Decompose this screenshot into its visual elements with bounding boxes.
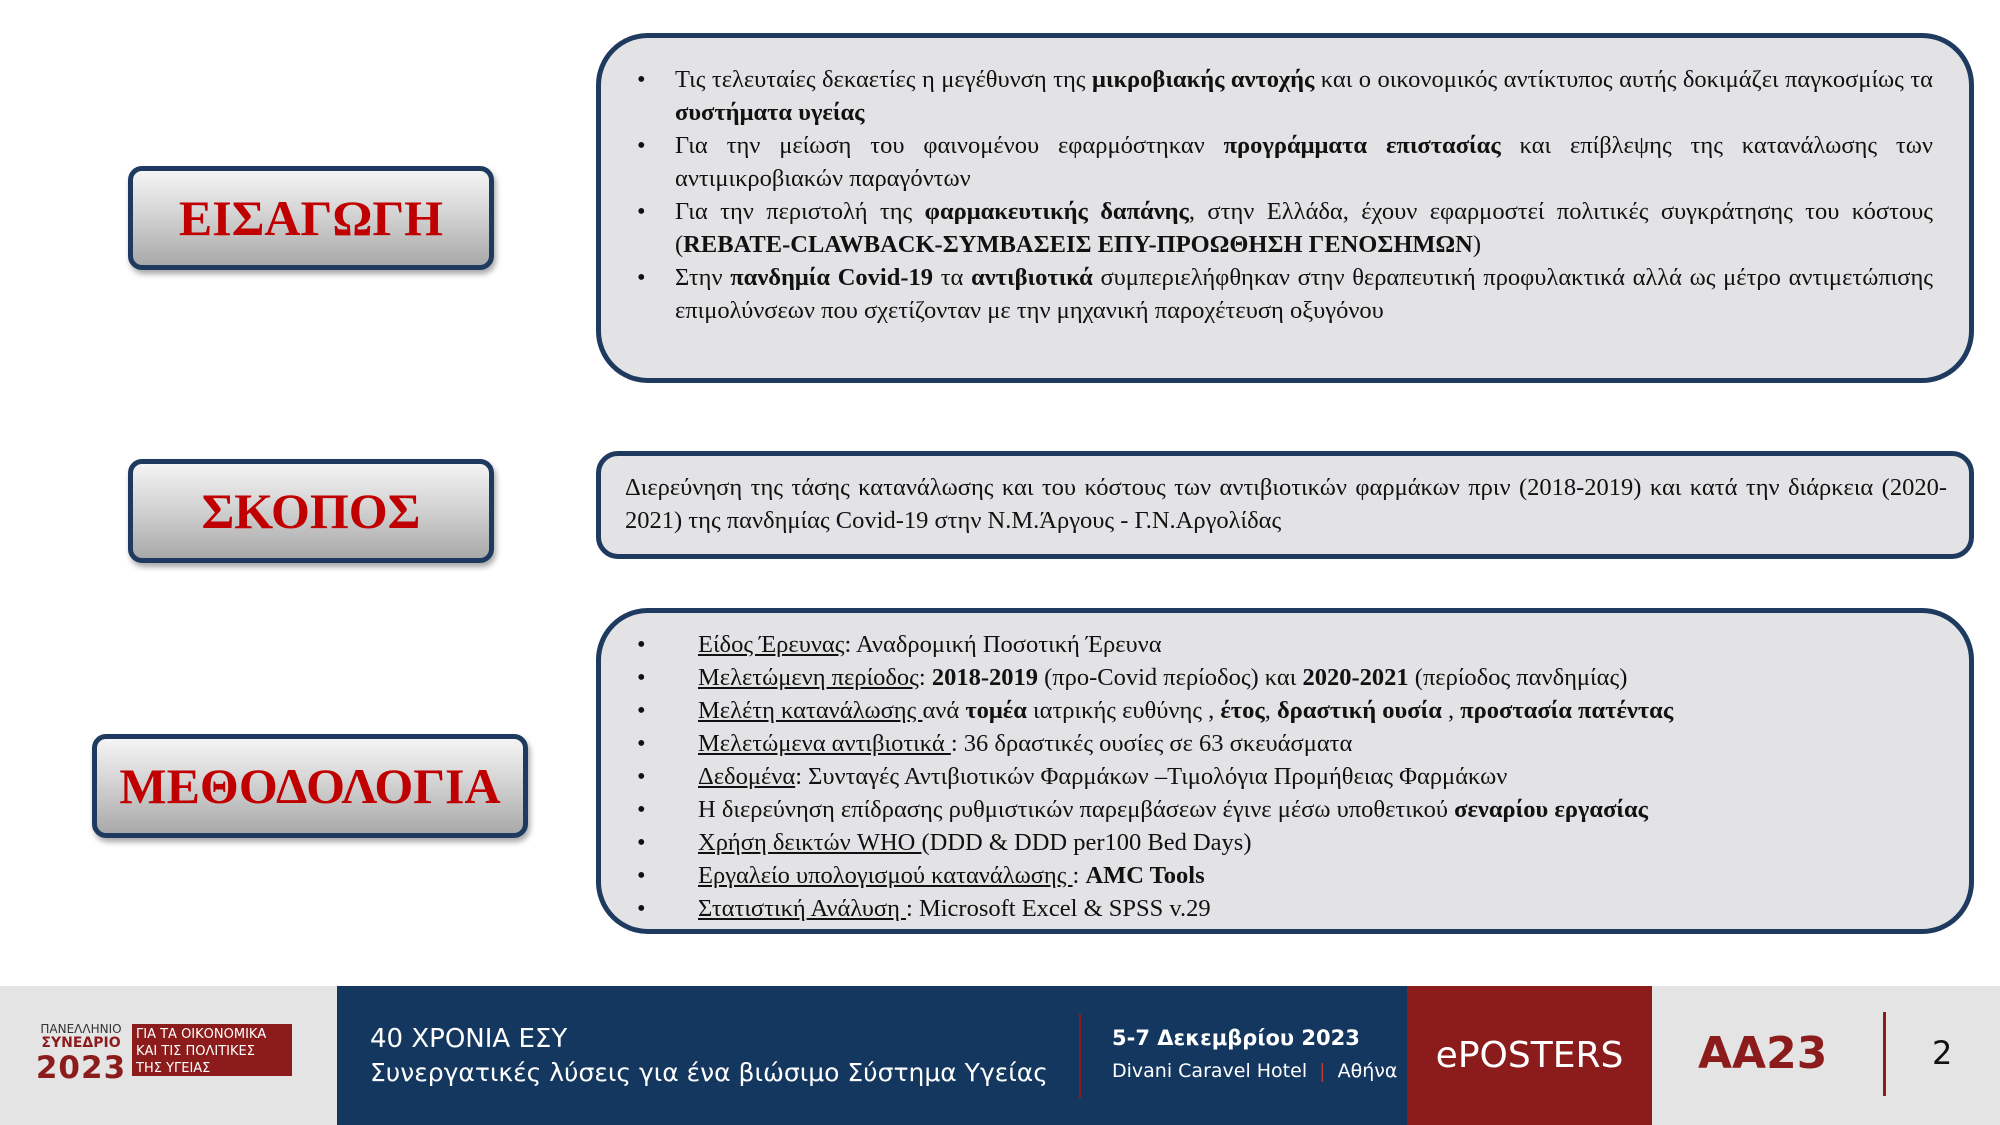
intro-content-box	[596, 33, 1974, 383]
text-run: : Συνταγές Αντιβιοτικών Φαρμάκων –Τιμολόγια Προμήθειας Φαρμάκων	[795, 763, 1508, 790]
text-run: δραστική ουσία	[1276, 697, 1442, 724]
section-label-intro-text: ΕΙΣΑΓΩΓΗ	[178, 190, 444, 246]
text-run: (προ-Covid περίοδος) και	[1037, 664, 1303, 691]
text-run: , στην Ελλάδα, έχουν εφαρμοστεί πολιτικές συγκράτησης του κόστους (	[675, 198, 1933, 258]
footer-venue: Divani Caravel Hotel	[1112, 1060, 1308, 1082]
section-label-method-text: ΜΕΘΟΔΟΛΟΓΙΑ	[119, 758, 501, 814]
list-item	[637, 63, 1933, 129]
text-run: συμπεριελήφθηκαν στην θεραπευτική προφυλακτικά αλλά ως μέτρο αντιμετώπισης επιμολύνσεων που σχετίζονταν με την μηχανική παροχέτευση οξυγόνου	[675, 264, 1934, 324]
poster-code-block	[1652, 986, 2000, 1125]
text-run: AMC Tools	[1085, 862, 1205, 889]
logo-tag3: ΤΗΣ ΥΓΕΙΑΣ	[136, 1061, 211, 1076]
text-run: μικροβιακής αντοχής	[1091, 66, 1315, 93]
list-item	[637, 661, 1933, 694]
text-run: Χρήση δεικτών WHO	[698, 829, 922, 856]
eposters-label: ePOSTERS	[1407, 986, 1652, 1125]
purpose-content-box	[596, 451, 1974, 559]
text-run: Μελετώμενα αντιβιοτικά	[698, 730, 951, 757]
text-run: (DDD & DDD per100 Bed Days)	[921, 829, 1252, 856]
poster-code: AA23	[1698, 1028, 1828, 1079]
section-label-purpose	[128, 459, 494, 563]
text-run: τομέα	[965, 697, 1027, 724]
logo-line2: ΣΥΝΕΔΡΙΟ	[41, 1035, 121, 1051]
text-run: Μελετώμενη περίοδος	[698, 664, 919, 691]
venue-separator: |	[1319, 1060, 1326, 1082]
text-run: : 36 δραστικές ουσίες σε 63 σκευάσματα	[950, 730, 1353, 757]
text-run: σεναρίου εργασίας	[1454, 796, 1648, 823]
text-run: Είδος Έρευνας	[698, 631, 845, 658]
text-run: ιατρικής ευθύνης ,	[1026, 697, 1221, 724]
code-divider	[1883, 1012, 1886, 1096]
logo-year: 2023	[35, 1050, 127, 1086]
text-run: Για την μείωση του φαινομένου εφαρμόστηκαν	[675, 132, 1224, 159]
text-run: και επίβλεψης της κατανάλωσης των αντιμικροβιακών παραγόντων	[675, 132, 1933, 192]
text-run: Για την περιστολή της	[675, 198, 925, 225]
text-run: προγράμματα επιστασίας	[1223, 132, 1501, 159]
footer-title: 40 ΧΡΟΝΙΑ ΕΣΥ	[370, 1024, 568, 1054]
text-run: :	[1072, 862, 1086, 889]
footer-city: Αθήνα	[1337, 1060, 1398, 1082]
footer-banner	[0, 986, 2000, 1125]
text-run: προστασία πατέντας	[1460, 697, 1674, 724]
section-label-purpose-text: ΣΚΟΠΟΣ	[201, 483, 421, 539]
text-run: αντιβιοτικά	[971, 264, 1093, 291]
text-run: 2020-2021	[1302, 664, 1409, 691]
text-run: τα	[933, 264, 972, 291]
text-run: Εργαλείο υπολογισμού κατανάλωσης	[698, 862, 1073, 889]
logo-tag1: ΓΙΑ ΤΑ ΟΙΚΟΝΟΜΙΚΑ	[136, 1027, 267, 1042]
text-run: Μελέτη κατανάλωσης	[698, 697, 923, 724]
text-run: συστήματα υγείας	[675, 99, 865, 126]
conference-logo	[0, 986, 337, 1125]
method-content-box	[596, 608, 1974, 934]
list-item	[637, 727, 1933, 760]
page-number: 2	[1932, 1034, 1953, 1072]
footer-venue-line	[1112, 1060, 1397, 1082]
text-run: 2018-2019	[931, 664, 1038, 691]
list-item	[637, 261, 1933, 327]
list-item	[637, 195, 1933, 261]
footer-divider	[1079, 1014, 1081, 1098]
logo-tag2: ΚΑΙ ΤΙΣ ΠΟΛΙΤΙΚΕΣ	[136, 1044, 255, 1059]
logo-line1: ΠΑΝΕΛΛΗΝΙΟ	[40, 1022, 122, 1036]
footer-date: 5-7 Δεκεμβρίου 2023	[1112, 1026, 1360, 1050]
text-run: )	[1472, 231, 1482, 258]
list-item	[637, 129, 1933, 195]
method-bullet-list	[637, 628, 1933, 925]
text-run: :	[918, 664, 932, 691]
text-run: Τις τελευταίες δεκαετίες η μεγέθυνση της	[675, 66, 1092, 93]
text-run: REBATE-CLAWBACK-ΣΥΜΒΑΣΕΙΣ ΕΠΥ-ΠΡΟΩΘΗΣΗ ΓΕΝΟΣΗΜΩΝ	[683, 231, 1473, 258]
list-item	[637, 694, 1933, 727]
logo-tagline	[132, 1024, 292, 1076]
text-run: : Αναδρομική Ποσοτική Έρευνα	[844, 631, 1162, 658]
text-run: : Microsoft Excel & SPSS v.29	[906, 895, 1211, 922]
list-item	[637, 892, 1933, 925]
text-run: ανά	[922, 697, 966, 724]
list-item	[637, 826, 1933, 859]
text-run: έτος	[1220, 697, 1265, 724]
text-run: Δεδομένα	[698, 763, 796, 790]
logo-left-text	[32, 1022, 130, 1086]
section-label-method	[92, 734, 528, 838]
text-run: ,	[1264, 697, 1277, 724]
list-item	[637, 859, 1933, 892]
text-run: πανδημία Covid-19	[730, 264, 934, 291]
text-run: Στην	[675, 264, 731, 291]
list-item	[637, 760, 1933, 793]
text-run: φαρμακευτικής δαπάνης	[924, 198, 1189, 225]
footer-title-block	[337, 986, 1407, 1125]
text-run: (περίοδος πανδημίας)	[1408, 664, 1628, 691]
text-run: ,	[1441, 697, 1461, 724]
text-run: Η διερεύνηση επίδρασης ρυθμιστικών παρεμβάσεων έγινε μέσω υποθετικού	[698, 796, 1455, 823]
text-run: Στατιστική Ανάλυση	[698, 895, 907, 922]
footer-subtitle: Συνεργατικές λύσεις για ένα βιώσιμο Σύστημα Υγείας	[370, 1058, 1048, 1087]
section-label-intro	[128, 166, 494, 270]
list-item	[637, 793, 1933, 826]
list-item	[637, 628, 1933, 661]
text-run: και ο οικονομικός αντίκτυπος αυτής δοκιμάζει παγκοσμίως τα	[1314, 66, 1934, 93]
intro-bullet-list	[637, 63, 1933, 327]
purpose-text: Διερεύνηση της τάσης κατανάλωσης και του κόστους των αντιβιοτικών φαρμάκων πριν (2018-2019) και κατά την διάρκεια (2020-2021) της πανδημίας Covid-19 στην Ν.Μ.Άργους - Γ.Ν.Αργολίδας	[625, 474, 1947, 534]
